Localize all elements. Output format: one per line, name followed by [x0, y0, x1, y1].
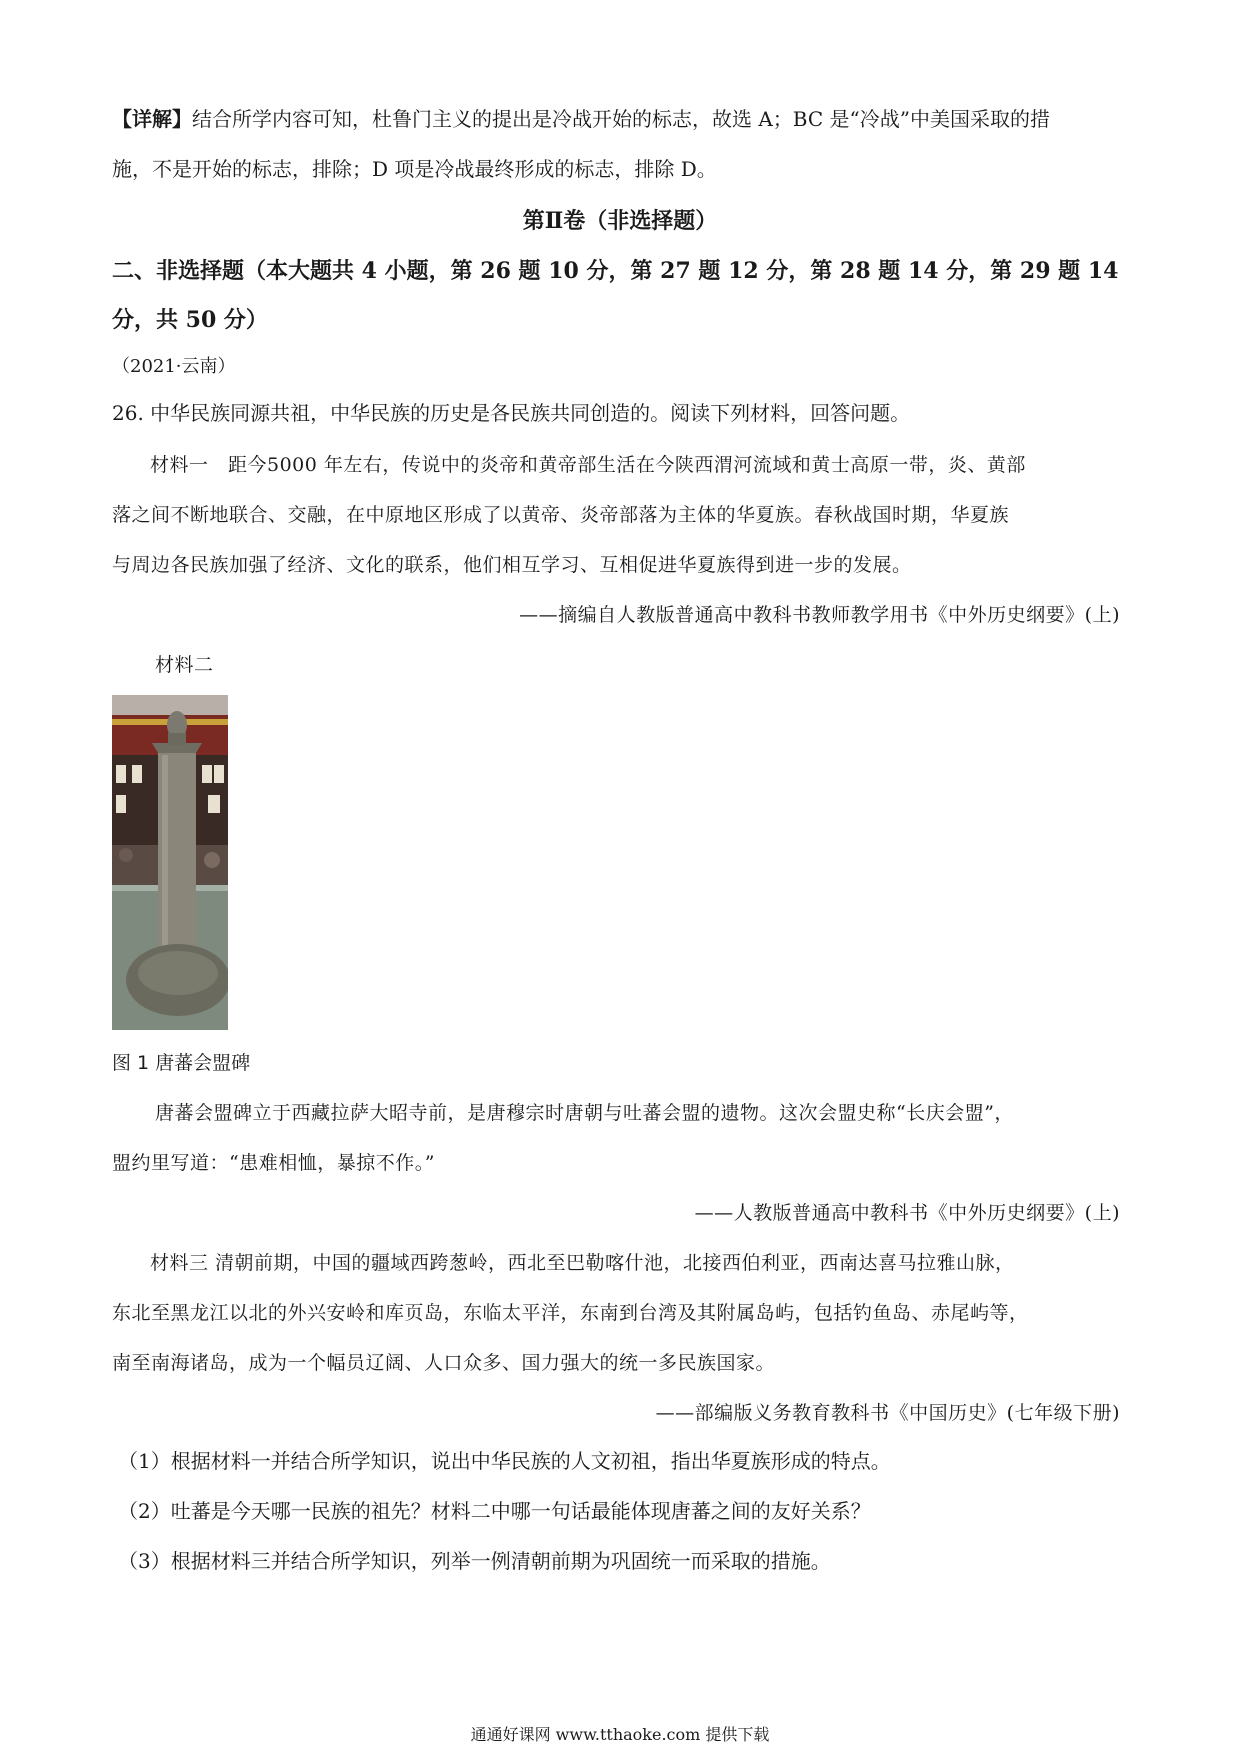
section-title: 第Ⅱ卷（非选择题）	[522, 208, 718, 234]
material3-line2: 东北至黑龙江以北的外兴安岭和库页岛，东临太平洋，东南到台湾及其附属岛屿，包括钓鱼岛、赤尾屿等，	[112, 1302, 1029, 1324]
material2-line1: 唐蕃会盟碑立于西藏拉萨大昭寺前，是唐穆宗时唐朝与吐蕃会盟的遗物。这次会盟史称“长庆会盟”，	[155, 1102, 1014, 1124]
stele-photo	[112, 695, 228, 1030]
part2-heading-line1: 二、非选择题（本大题共 4 小题，第 26 题 10 分，第 27 题 12 分，第 28 题 14 分，第 29 题 14	[112, 258, 1119, 284]
figure-caption: 图 1 唐蕃会盟碑	[112, 1052, 251, 1074]
subquestion-3: （3）根据材料三并结合所学知识，列举一例清朝前期为巩固统一而采取的措施。	[118, 1549, 831, 1573]
material1-line1: 材料一 距今5000 年左右，传说中的炎帝和黄帝部生活在今陕西渭河流域和黄士高原一带，炎、黄部	[150, 454, 1026, 476]
subquestion-2: （2）吐蕃是今天哪一民族的祖先？材料二中哪一句话最能体现唐蕃之间的友好关系？	[118, 1499, 871, 1523]
material3-source: ——部编版义务教育教科书《中国历史》(七年级下册)	[655, 1402, 1120, 1424]
subquestion-1: （1）根据材料一并结合所学知识，说出中华民族的人文初祖，指出华夏族形成的特点。	[118, 1449, 891, 1473]
detail-paragraph-line1	[112, 106, 1050, 132]
source-tag: （2021·云南）	[112, 356, 236, 377]
material3-line1: 材料三 清朝前期，中国的疆域西跨葱岭，西北至巴勒喀什池，北接西伯利亚，西南达喜马拉雅山脉，	[150, 1252, 1015, 1274]
detail-paragraph-line2: 施，不是开始的标志，排除；D 项是冷战最终形成的标志，排除 D。	[112, 157, 717, 181]
material2-label: 材料二	[155, 654, 214, 676]
detail-label: 【详解】	[112, 107, 192, 131]
material1-line2: 落之间不断地联合、交融，在中原地区形成了以黄帝、炎帝部落为主体的华夏族。春秋战国时期，华夏族	[112, 504, 1010, 526]
question-stem: 26. 中华民族同源共祖，中华民族的历史是各民族共同创造的。阅读下列材料，回答问题。	[112, 401, 911, 425]
material2-line2: 盟约里写道：“患难相恤，暴掠不作。”	[112, 1152, 435, 1174]
detail-text: 结合所学内容可知，杜鲁门主义的提出是冷战开始的标志，故选 A；BC 是“冷战”中美国采取的措	[192, 107, 1050, 131]
part2-heading-line2: 分，共 50 分）	[112, 307, 268, 333]
material1-line3: 与周边各民族加强了经济、文化的联系，他们相互学习、互相促进华夏族得到进一步的发展。	[112, 554, 912, 576]
page-footer: 通通好课网 www.tthaoke.com 提供下载	[470, 1725, 770, 1744]
material3-line3: 南至南海诸岛，成为一个幅员辽阔、人口众多、国力强大的统一多民族国家。	[112, 1352, 776, 1374]
material1-source: ——摘编自人教版普通高中教科书教师教学用书《中外历史纲要》(上)	[519, 604, 1120, 626]
material2-source: ——人教版普通高中教科书《中外历史纲要》(上)	[694, 1202, 1120, 1224]
